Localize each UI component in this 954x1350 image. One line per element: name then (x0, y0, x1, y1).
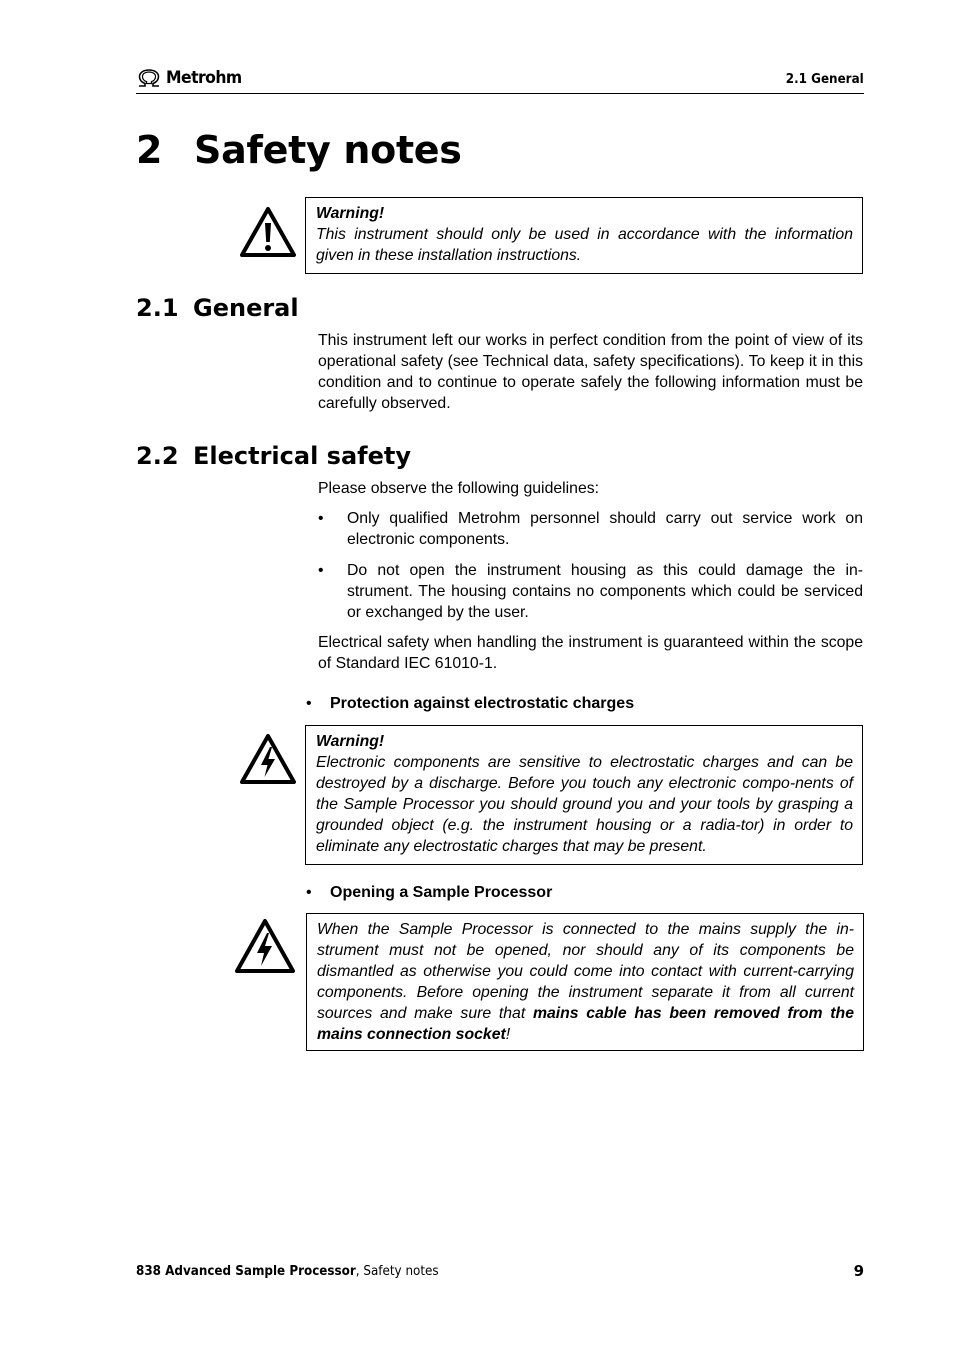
chapter-title (136, 128, 462, 172)
subheading-text: Protection against electrostatic charges (330, 695, 635, 712)
section-heading-electrical (136, 442, 411, 470)
bullet: • (306, 695, 312, 712)
omega-logo-icon (136, 68, 162, 88)
bullet: • (318, 562, 324, 579)
footer-suffix: , Safety notes (355, 1264, 439, 1279)
section-heading-general (136, 294, 299, 322)
section-title: General (193, 294, 299, 322)
electrical-closing: Electrical safety when handling the instrument is guaranteed within the scope of Standard IEC 61010-1. (318, 634, 863, 672)
electrical-hazard-icon (234, 918, 296, 974)
warning-label: Warning! (316, 733, 385, 750)
electrical-intro: Please observe the following guidelines: (318, 480, 600, 497)
bullet: • (318, 510, 324, 527)
warning-text: This instrument should only be used in accordance with the information given in these installation instructions. (316, 226, 853, 264)
list-item (318, 560, 863, 623)
metrohm-logo (136, 66, 248, 90)
list-item-text: Only qualified Metrohm personnel should carry out service work on electronic components. (347, 510, 863, 548)
header-rule (136, 93, 864, 94)
subheading-text: Opening a Sample Processor (330, 884, 553, 901)
footer-document-title (136, 1264, 439, 1279)
header-section-label: 2.1 General (786, 72, 864, 87)
opening-warning-box (306, 913, 864, 1051)
warning-text: Electronic components are sensitive to electrostatic charges and can be destroyed by a discharge. Before you touch any electronic compo-nents of the Sample Processor you should ground you and your tools by grasping a grounded object (e.g. the instrument housing or a radia-tor) in order to eliminate any electrostatic charges that may be present. (316, 754, 853, 855)
general-paragraph: This instrument left our works in perfect condition from the point of view of its operational safety (see Technical data, safety specifications). To keep it in this condition and to continue to operate safely the following information must be carefully observed. (318, 332, 863, 412)
section-number: 2.2 (136, 442, 179, 470)
bullet: • (306, 884, 312, 901)
intro-warning-box (305, 197, 863, 274)
section-number: 2.1 (136, 294, 179, 322)
electrostatic-heading (306, 695, 634, 713)
warning-text-end: ! (505, 1026, 511, 1043)
chapter-number: 2 (136, 128, 163, 172)
section-title: Electrical safety (193, 442, 411, 470)
list-item-text: Do not open the instrument housing as this could damage the in-strument. The housing contains no components which could be serviced or exchanged by the user. (347, 562, 863, 621)
brand-name: Metrohm (166, 68, 242, 88)
chapter-title-text: Safety notes (194, 128, 462, 172)
electrical-guidelines-list (318, 508, 863, 633)
footer-product: 838 Advanced Sample Processor (136, 1264, 356, 1279)
warning-exclamation-icon (239, 206, 297, 258)
warning-emphasis: mains cable has been removed from the mains connection socket (317, 1005, 854, 1043)
page-number: 9 (853, 1262, 864, 1280)
opening-heading (306, 884, 552, 902)
warning-label: Warning! (316, 205, 385, 222)
warning-text: When the Sample Processor is connected to the mains supply the in-strument must not be opened, nor should any of its components be dismantled as otherwise you could come into contact with current-carrying components. Before opening the instrument separate it from all current sources and make sure that (317, 921, 854, 1022)
electrostatic-warning-box (305, 725, 863, 865)
list-item (318, 508, 863, 550)
electrical-hazard-icon (239, 733, 297, 785)
